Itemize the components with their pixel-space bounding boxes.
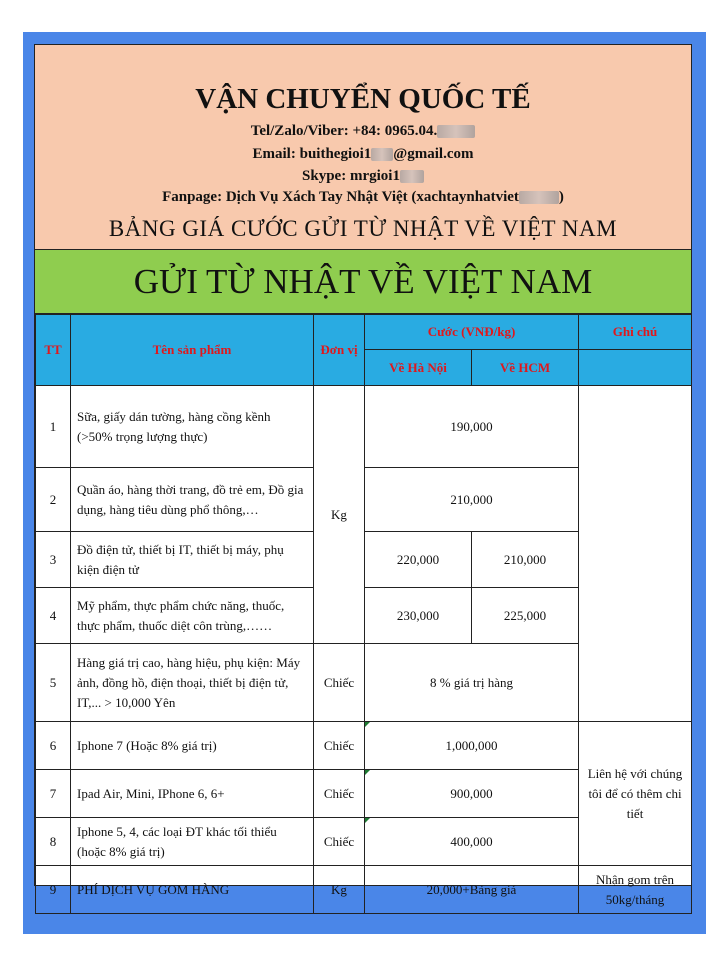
redacted-phone	[437, 125, 475, 138]
row-price: 900,000	[365, 770, 579, 818]
row-price-hcm: 225,000	[472, 588, 579, 644]
row-name: Sữa, giấy dán tường, hàng cồng kềnh (>50% trọng lượng thực)	[71, 386, 314, 468]
tel-text: Tel/Zalo/Viber: +84: 0965.04.	[250, 123, 438, 139]
row-price: 20,000+Bảng giá	[365, 866, 579, 914]
page-title: VẬN CHUYỂN QUỐC TẾ	[195, 83, 531, 115]
row-name: Mỹ phẩm, thực phẩm chức năng, thuốc, thực phẩm, thuốc diệt côn trùng,……	[71, 588, 314, 644]
row-tt: 9	[36, 866, 71, 914]
row-name: Hàng giá trị cao, hàng hiệu, phụ kiện: Máy ảnh, đồng hồ, điện thoại, thiết bị điện tử, IT,... > 10,000 Yên	[71, 644, 314, 722]
row-unit: Chiếc	[314, 818, 365, 866]
fanpage-close: )	[558, 189, 564, 205]
header	[35, 45, 691, 250]
unit-kg-group: Kg	[314, 386, 365, 644]
row-unit: Chiếc	[314, 722, 365, 770]
row-name: Iphone 7 (Hoặc 8% giá trị)	[71, 722, 314, 770]
tel-line	[35, 123, 691, 140]
col-rate: Cước (VNĐ/kg)	[365, 315, 579, 350]
row-price: 210,000	[365, 468, 579, 532]
email-text: Email: buithegioi1	[252, 146, 372, 162]
redacted-email	[371, 148, 393, 161]
row-tt: 8	[36, 818, 71, 866]
row-price: 8 % giá trị hàng	[365, 644, 579, 722]
banner	[35, 250, 691, 314]
fanpage-text: Fanpage: Dịch Vụ Xách Tay Nhật Việt (xachtaynhatviet	[162, 189, 519, 205]
row-unit: Chiếc	[314, 644, 365, 722]
row-tt: 6	[36, 722, 71, 770]
table-header-row	[36, 315, 692, 350]
page-subtitle: BẢNG GIÁ CƯỚC GỬI TỪ NHẬT VỀ VIỆT NAM	[108, 216, 618, 241]
row-tt: 1	[36, 386, 71, 468]
note-blank	[579, 386, 692, 722]
row-tt: 2	[36, 468, 71, 532]
redacted-fanpage	[519, 191, 559, 204]
price-table	[35, 314, 692, 914]
table-row	[36, 722, 692, 770]
price-sheet	[34, 44, 692, 907]
row-price-hcm: 210,000	[472, 532, 579, 588]
row-unit: Kg	[314, 866, 365, 914]
row-tt: 4	[36, 588, 71, 644]
table-row	[36, 866, 692, 914]
row-name: Iphone 5, 4, các loại ĐT khác tối thiểu (hoặc 8% giá trị)	[71, 818, 314, 866]
col-hcm: Về HCM	[472, 350, 579, 386]
row-name: Quần áo, hàng thời trang, đồ trẻ em, Đồ gia dụng, hàng tiêu dùng phổ thông,…	[71, 468, 314, 532]
col-hanoi: Về Hà Nội	[365, 350, 472, 386]
col-tt: TT	[36, 315, 71, 386]
banner-text: GỬI TỪ NHẬT VỀ VIỆT NAM	[133, 262, 593, 301]
skype-text: Skype: mrgioi1	[302, 168, 400, 184]
skype-line	[35, 168, 691, 185]
redacted-skype	[400, 170, 424, 183]
email-domain: @gmail.com	[393, 146, 474, 162]
table-row	[36, 386, 692, 468]
col-note: Ghi chú	[579, 315, 692, 350]
col-note-blank	[579, 350, 692, 386]
row-name: Đồ điện tử, thiết bị IT, thiết bị máy, phụ kiện điện tử	[71, 532, 314, 588]
row-price: 400,000	[365, 818, 579, 866]
row-name: Ipad Air, Mini, IPhone 6, 6+	[71, 770, 314, 818]
row-name: PHÍ DỊCH VỤ GOM HÀNG	[71, 866, 314, 914]
col-unit: Đơn vị	[314, 315, 365, 386]
row-price: 1,000,000	[365, 722, 579, 770]
row-unit: Chiếc	[314, 770, 365, 818]
row-tt: 5	[36, 644, 71, 722]
col-name: Tên sản phẩm	[71, 315, 314, 386]
row-tt: 3	[36, 532, 71, 588]
row-tt: 7	[36, 770, 71, 818]
fanpage-line	[35, 189, 691, 206]
note-contact: Liên hệ với chúng tôi để có thêm chi tiết	[579, 722, 692, 866]
email-line	[35, 146, 691, 163]
row-price: 190,000	[365, 386, 579, 468]
row-price-hanoi: 220,000	[365, 532, 472, 588]
row-price-hanoi: 230,000	[365, 588, 472, 644]
note-gom: Nhận gom trên 50kg/tháng	[579, 866, 692, 914]
